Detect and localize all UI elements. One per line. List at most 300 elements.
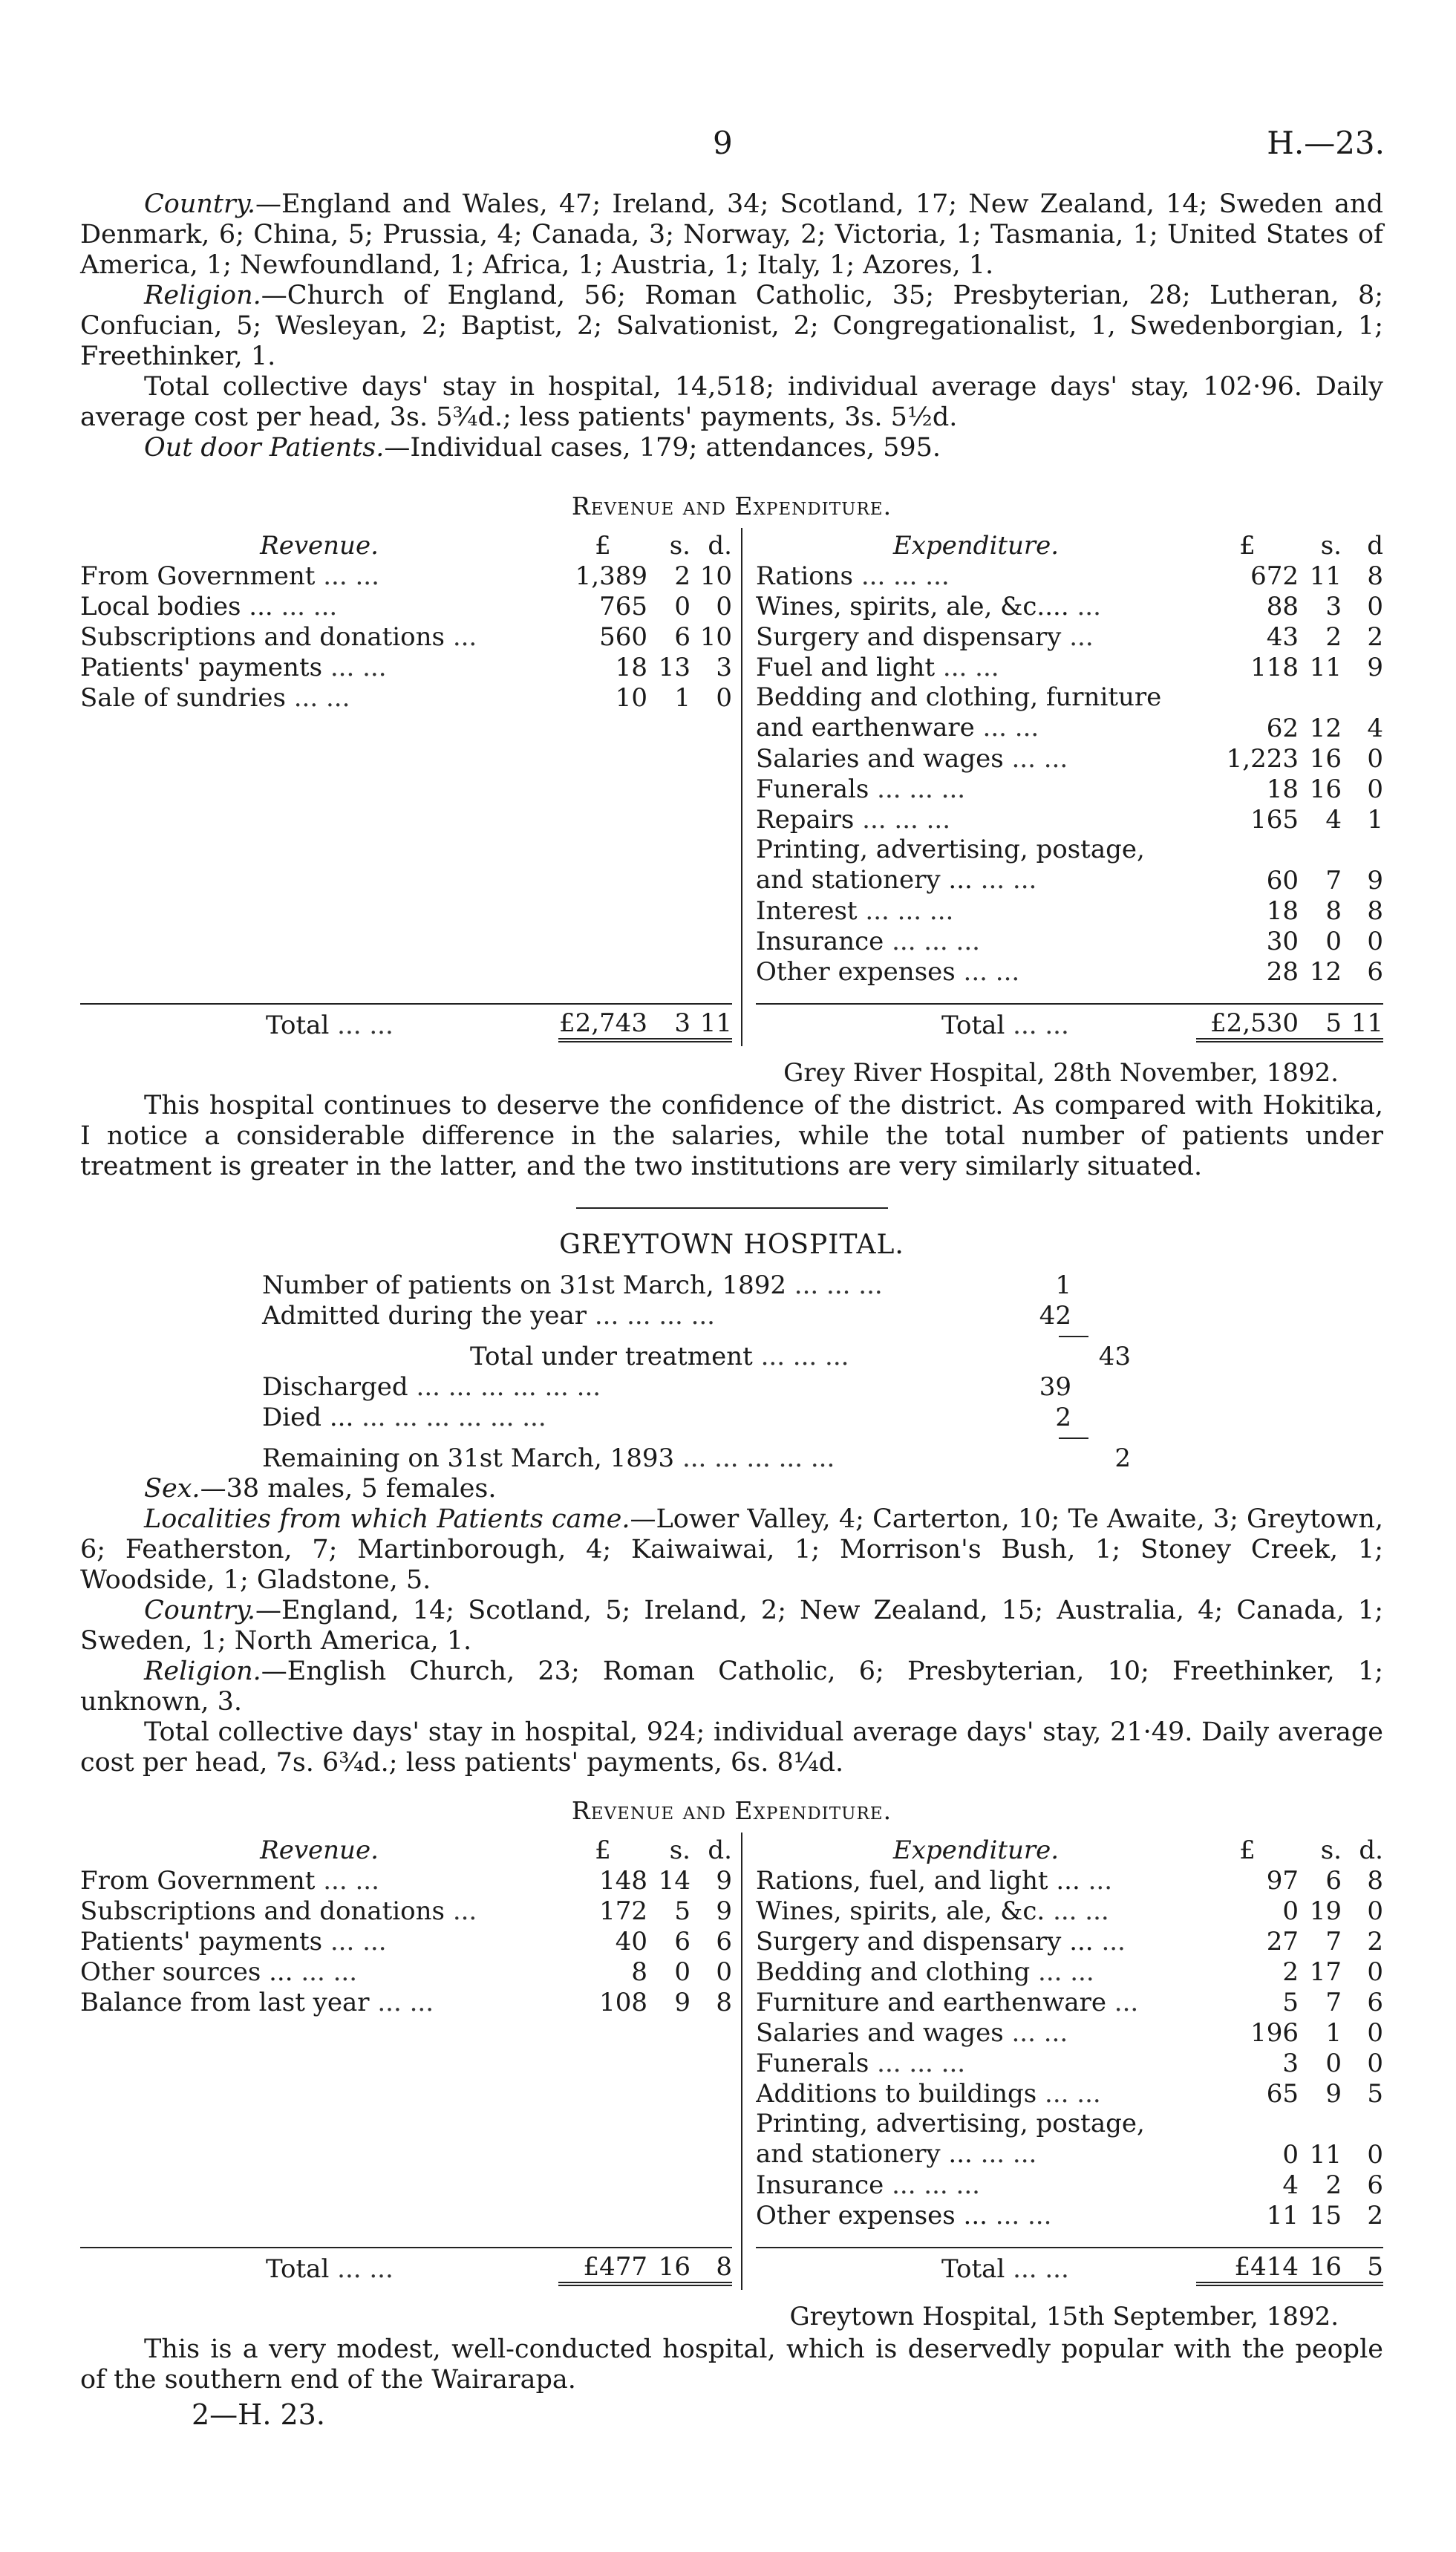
shillings-value: 7 (1325, 1927, 1342, 1957)
amount (1196, 2140, 1383, 2170)
pence-value: 0 (1367, 2018, 1383, 2048)
spacer (1071, 1372, 1131, 1403)
table-row (756, 1865, 1383, 1896)
pence-value: 9 (716, 1866, 732, 1896)
expenditure-rows (756, 1865, 1383, 2230)
pounds-value: £2,530 (1210, 1008, 1299, 1038)
item-label: Additions to buildings (756, 2079, 1037, 2109)
count-label: Admitted during the year (262, 1301, 587, 1331)
amount (1196, 2201, 1383, 2230)
shillings-value: 16 (1309, 774, 1342, 804)
revenue-heading: Revenue. (260, 531, 379, 561)
leader-dots: ... ... (1038, 1957, 1094, 1987)
leader-dots: ... ... ... ... (594, 1301, 715, 1331)
report-reference: H.—23. (1267, 125, 1385, 161)
pounds-value: 28 (1266, 957, 1299, 987)
pounds-value: £2,743 (559, 1008, 647, 1038)
pounds-value: £414 (1234, 2252, 1299, 2282)
leader-dots: ... (1088, 1866, 1113, 1896)
total-label-wrap (80, 2254, 558, 2284)
remaining-value: 2 (1114, 1443, 1131, 1473)
signature-mark: 2—H. 23. (192, 2398, 325, 2431)
count-label: Number of patients on 31st March, 1892 (262, 1270, 786, 1300)
shillings-value: 16 (658, 2252, 691, 2282)
amount (558, 653, 732, 682)
item-label: Funerals (756, 774, 869, 804)
revenue-rows (80, 1865, 732, 2017)
row-label (756, 592, 1196, 621)
item-label: Fuel and light (756, 653, 936, 682)
pounds-value: 27 (1266, 1927, 1299, 1957)
item-label: Local bodies ... (80, 592, 273, 621)
pounds-value: 3 (1282, 2049, 1299, 2078)
pounds-value: 118 (1250, 653, 1299, 682)
stay-paragraph: Total collective days' stay in hospital, 924; individual average days' stay, 21·49. Daily average cost per head, 7s. 6¾d.; less patients' payments, 6s. 8¼d. (80, 1717, 1383, 1778)
row-label (756, 896, 1196, 926)
table-row (80, 682, 732, 713)
shillings-value: 13 (658, 653, 691, 682)
pence-value: 6 (716, 1927, 732, 1957)
localities-label: Localities from which Patients came. (144, 1504, 630, 1534)
amount (1196, 2049, 1383, 2078)
table-row (756, 561, 1383, 591)
shillings-value: 16 (1309, 744, 1342, 774)
leader-dots: ... ... ... (865, 896, 954, 926)
shillings-value: 7 (1325, 1988, 1342, 2017)
row-label (756, 1927, 1196, 1957)
revenue-column-header (80, 528, 732, 561)
table-row (756, 835, 1383, 895)
leader-dots: ... ... (942, 653, 999, 682)
table-row (80, 1865, 732, 1896)
row-label (756, 561, 1196, 591)
shillings-value: 11 (1309, 2140, 1342, 2170)
sex-label: Sex. (144, 1474, 200, 1504)
pence-value: 9 (1367, 653, 1383, 682)
table-row (756, 2170, 1383, 2200)
row-label (756, 2170, 1196, 2200)
item-label: Other expenses ... (756, 2201, 987, 2230)
religion-paragraph (80, 1657, 1383, 1717)
leader-dots: ... ... (330, 653, 387, 682)
section-divider (576, 1207, 888, 1209)
shillings-value: 2 (1325, 622, 1342, 652)
count-label-wrap (262, 1403, 1027, 1433)
pounds-value: 30 (1266, 927, 1299, 956)
remaining-label: Remaining on 31st March, 1893 (262, 1443, 675, 1473)
pounds-value: 11 (1266, 2201, 1299, 2230)
pence-value: 8 (716, 2252, 732, 2282)
amount (1196, 622, 1383, 652)
total-amount (1196, 1008, 1383, 1042)
religion-text: —English Church, 23; Roman Catholic, 6; Presbyterian, 10; Freethinker, 1; unknown, 3. (80, 1657, 1383, 1717)
table-row (756, 956, 1383, 987)
pence-value: 3 (716, 653, 732, 682)
item-label: Patients' payments (80, 1927, 323, 1957)
count-label-wrap (262, 1270, 1027, 1301)
row-label (80, 1866, 558, 1896)
table-row (80, 621, 732, 652)
shillings-header: s. (669, 1835, 691, 1865)
item-label: From Government (80, 1866, 316, 1896)
amount (558, 1866, 732, 1896)
shillings-value: 0 (674, 1957, 691, 1987)
total-under-label: Total under treatment (470, 1342, 753, 1371)
expenditure-heading: Expenditure. (892, 531, 1060, 561)
remaining-row: Remaining on 31st March, 1893 ... ... ... ... ... 2 (262, 1443, 1131, 1473)
amount (1196, 774, 1383, 804)
item-label: Surgery and dispensary (756, 622, 1062, 652)
pence-value: 2 (1367, 2201, 1383, 2230)
country-label: Country. (144, 189, 255, 219)
amount (558, 1927, 732, 1957)
row-label (80, 592, 558, 621)
total-under-value: 43 (1098, 1342, 1131, 1371)
expenditure-column (742, 1833, 1383, 2290)
row-label (80, 1957, 558, 1987)
pounds-value: 672 (1250, 561, 1299, 591)
table-row (80, 1987, 732, 2017)
pence-value: 10 (699, 561, 732, 591)
row-label (756, 927, 1196, 956)
shillings-value: 2 (1325, 2170, 1342, 2200)
table-row (80, 652, 732, 682)
pounds-value: 560 (599, 622, 647, 652)
row-label (756, 653, 1196, 682)
amount (558, 1988, 732, 2017)
amount (1196, 2018, 1383, 2048)
country-text: —England, 14; Scotland, 5; Ireland, 2; New Zealand, 15; Australia, 4; Canada, 1; Sweden, 1; North America, 1. (80, 1596, 1383, 1656)
amount (1196, 957, 1383, 987)
country-label: Country. (144, 1596, 255, 1625)
row-label (756, 2079, 1196, 2109)
grey-river-signature: Grey River Hospital, 28th November, 1892. (783, 1058, 1339, 1088)
row-label (756, 1866, 1196, 1896)
leader-dots: ... ... (995, 2201, 1052, 2230)
row-label (756, 2201, 1196, 2230)
item-label: Subscriptions and donations (80, 1896, 445, 1926)
item-label: Salaries and wages (756, 2018, 1004, 2048)
table-row (756, 621, 1383, 652)
outdoor-label: Out door Patients. (144, 433, 385, 463)
expenditure-rows (756, 561, 1383, 987)
table-row (756, 652, 1383, 682)
shillings-value: 6 (674, 622, 691, 652)
row-label (80, 683, 558, 713)
shillings-value: 1 (674, 683, 691, 713)
religion-label: Religion. (144, 1657, 261, 1686)
amount (1196, 1988, 1383, 2017)
leader-dots: ... (1069, 622, 1094, 652)
amount (558, 1896, 732, 1926)
shillings-value: 9 (674, 1988, 691, 2017)
leader-dots: ... ... ... ... ... ... (416, 1372, 601, 1402)
row-label (756, 805, 1196, 835)
table-row (80, 561, 732, 591)
revenue-expenditure-title: Revenue and Expenditure. (571, 1796, 892, 1825)
pence-header: d. (1359, 1835, 1383, 1865)
pounds-value: 18 (615, 653, 647, 682)
greytown-signature: Greytown Hospital, 15th September, 1892. (789, 2302, 1339, 2331)
pence-value: 0 (1367, 2049, 1383, 2078)
pounds-value: 0 (1282, 1896, 1299, 1926)
pence-value: 8 (1367, 1866, 1383, 1896)
table-row (756, 895, 1383, 926)
pounds-value: 165 (1250, 805, 1299, 835)
leader-dots: ... ... ... (862, 805, 951, 835)
patient-counts (262, 1270, 1131, 1474)
leader-dots: ... ... ... (892, 927, 980, 956)
total-amount (1196, 2252, 1383, 2286)
count-label: Died ... (262, 1403, 354, 1432)
religion-paragraph (80, 281, 1383, 372)
amount (558, 561, 732, 591)
count-row (262, 1403, 1131, 1433)
shillings-value: 17 (1309, 1957, 1342, 1987)
leader-dots: ... ... (337, 2254, 394, 2284)
shillings-value: 14 (658, 1866, 691, 1896)
table-row (756, 1896, 1383, 1926)
pence-value: 8 (1367, 896, 1383, 926)
pence-value: 5 (1367, 2252, 1383, 2282)
table-row (756, 2200, 1383, 2230)
revenue-column (80, 528, 742, 1046)
leader-dots: ... (1114, 1988, 1139, 2017)
leader-dots: ... ... (281, 592, 338, 621)
row-label (756, 2049, 1196, 2078)
item-label: Other expenses (756, 957, 956, 987)
table-row (756, 804, 1383, 835)
item-label: From Government (80, 561, 316, 591)
row-label (756, 1957, 1196, 1987)
outdoor-paragraph (80, 433, 1383, 463)
leader-dots: ... ... (980, 865, 1037, 895)
total-label-wrap (756, 2254, 1196, 2284)
row-label (756, 835, 1196, 895)
leader-dots: ... ... (337, 1011, 394, 1040)
row-label (756, 774, 1196, 804)
item-label: Funerals (756, 2049, 869, 2078)
shillings-value: 15 (1309, 2201, 1342, 2230)
shillings-value: 8 (1325, 896, 1342, 926)
row-label (756, 1988, 1196, 2017)
pounds-value: 2 (1282, 1957, 1299, 1987)
pence-value: 2 (1367, 622, 1383, 652)
amount (1196, 561, 1383, 591)
count-row (262, 1270, 1131, 1301)
amount (558, 1957, 732, 1987)
amount (1196, 653, 1383, 682)
pounds-value: 40 (615, 1927, 647, 1957)
pence-value: 0 (1367, 774, 1383, 804)
count-label-wrap (262, 1372, 1027, 1403)
pence-value: 10 (699, 622, 732, 652)
greytown-finance-table (80, 1833, 1383, 2290)
row-label (756, 1896, 1196, 1926)
pence-value: 0 (1367, 1957, 1383, 1987)
grey-river-finance-table (80, 528, 1383, 1046)
pence-value: 4 (1367, 714, 1383, 743)
row-label (80, 1896, 558, 1926)
country-paragraph (80, 189, 1383, 281)
leader-dots: ... ... ... (892, 2170, 980, 2200)
pence-header: d (1367, 531, 1383, 561)
shillings-value: 0 (1325, 2049, 1342, 2078)
amount (1196, 927, 1383, 956)
amount (1196, 866, 1383, 895)
pounds-value: 65 (1266, 2079, 1299, 2109)
row-label (756, 622, 1196, 652)
shillings-value: 0 (1325, 927, 1342, 956)
amount (1196, 1957, 1383, 1987)
leader-dots: ... ... ... (861, 561, 950, 591)
revenue-expenditure-title: Revenue and Expenditure. (571, 492, 892, 520)
table-row (756, 682, 1383, 743)
leader-dots: ... (1077, 592, 1101, 621)
amount (558, 592, 732, 621)
pounds-value: 97 (1266, 1866, 1299, 1896)
expenditure-column (742, 528, 1383, 1046)
item-label: Surgery and dispensary ... (756, 1927, 1094, 1957)
shillings-value: 5 (674, 1896, 691, 1926)
shillings-value: 9 (1325, 2079, 1342, 2109)
leader-dots: ... (452, 622, 477, 652)
pounds-header: £ (1239, 1835, 1256, 1865)
item-label: Other sources ... (80, 1957, 293, 1987)
sum-rule (1059, 1437, 1088, 1439)
item-label: Rations (756, 561, 854, 591)
pence-value: 0 (1367, 744, 1383, 774)
pence-value: 2 (1367, 1927, 1383, 1957)
shillings-value: 4 (1325, 805, 1342, 835)
total-label-wrap (756, 1011, 1196, 1040)
leader-dots: ... ... (301, 1957, 357, 1987)
expenditure-column-header (756, 528, 1383, 561)
shillings-value: 7 (1325, 866, 1342, 895)
table-row (756, 2017, 1383, 2048)
total-row (756, 2247, 1383, 2290)
amount (1196, 1896, 1383, 1926)
leader-dots: ... ... (323, 1866, 379, 1896)
table-row (80, 1896, 732, 1926)
leader-dots: ... ... (1013, 1011, 1069, 1040)
shillings-value: 1 (1325, 2018, 1342, 2048)
pence-value: 0 (716, 592, 732, 621)
pounds-value: 60 (1266, 866, 1299, 895)
table-row (80, 1957, 732, 1987)
row-label (80, 1927, 558, 1957)
stay-paragraph: Total collective days' stay in hospital, 14,518; individual average days' stay, 102·96. Daily average cost per head, 3s. 5¾d.; less patients' payments, 3s. 5½d. (80, 372, 1383, 432)
table-row (756, 1926, 1383, 1957)
pence-value: 0 (1367, 1896, 1383, 1926)
total-amount (558, 1008, 732, 1042)
leader-dots: ... ... (1013, 2254, 1069, 2284)
greytown-title: GREYTOWN HOSPITAL. (559, 1230, 904, 1260)
revenue-rows (80, 561, 732, 713)
pounds-value: 10 (615, 683, 647, 713)
item-label: Interest (756, 896, 858, 926)
count-label: Discharged (262, 1372, 408, 1402)
pence-value: 0 (716, 1957, 732, 1987)
pounds-value: 0 (1282, 2140, 1299, 2170)
item-label: Rations, fuel, and light ... (756, 1866, 1080, 1896)
count-value: 1 (1055, 1270, 1071, 1300)
pence-value: 0 (1367, 592, 1383, 621)
table-row (756, 926, 1383, 956)
item-label: Furniture and earthenware (756, 1988, 1106, 2017)
item-label: Insurance (756, 927, 884, 956)
item-label: Bedding and clothing, furniture and earthenware (756, 682, 1162, 743)
pounds-value: 4 (1282, 2170, 1299, 2200)
shillings-value: 16 (1309, 2252, 1342, 2282)
page-body (80, 189, 1383, 2431)
pounds-value: 88 (1266, 592, 1299, 621)
total-row (80, 2247, 732, 2290)
row-label (80, 622, 558, 652)
pounds-value: 1,223 (1226, 744, 1299, 774)
count-value: 39 (1039, 1372, 1071, 1402)
count-value: 42 (1039, 1301, 1071, 1331)
table-row (756, 1987, 1383, 2017)
shillings-value: 2 (674, 561, 691, 591)
amount (1196, 1927, 1383, 1957)
amount (1196, 896, 1383, 926)
total-label: Total (941, 1011, 1005, 1040)
shillings-value: 3 (674, 1008, 691, 1038)
pence-value: 8 (1367, 561, 1383, 591)
pounds-value: £477 (583, 2252, 647, 2282)
pence-value: 9 (1367, 866, 1383, 895)
total-label: Total (266, 1011, 330, 1040)
pence-value: 9 (716, 1896, 732, 1926)
item-label: Printing, advertising, postage, and stationery ... (756, 2109, 1145, 2169)
pounds-header: £ (595, 1835, 611, 1865)
pounds-value: 18 (1266, 896, 1299, 926)
localities-text: —Lower Valley, 4; Carterton, 10; Te Awaite, 3; Greytown, 6; Featherston, 7; Martinborough, 4; Kaiwaiwai, 1; Morrison's Bush, 1; Stoney Creek, 1; Woodside, 1; Gladstone, 5. (80, 1504, 1383, 1595)
leader-dots: ... ... ... (877, 2049, 966, 2078)
row-label (756, 2109, 1196, 2170)
item-label: Printing, advertising, postage, and stationery ... (756, 835, 1145, 895)
table-row (756, 2109, 1383, 2170)
count-row (262, 1372, 1131, 1403)
spacer (1071, 1270, 1131, 1301)
pence-value: 6 (1367, 2170, 1383, 2200)
pence-header: d. (708, 1835, 732, 1865)
leader-dots: ... ... (982, 713, 1039, 743)
pounds-value: 108 (599, 1988, 647, 2017)
leader-dots: ... ... (1045, 2079, 1101, 2109)
leader-dots: ... ... (1011, 2018, 1068, 2048)
leader-dots: ... (452, 1896, 477, 1926)
amount (1196, 805, 1383, 835)
pounds-header: £ (1239, 531, 1256, 561)
item-label: Balance from last year (80, 1988, 370, 2017)
total-row (80, 1003, 732, 1046)
expenditure-heading: Expenditure. (892, 1835, 1060, 1865)
table-row (756, 2048, 1383, 2078)
pence-value: 6 (1367, 1988, 1383, 2017)
pounds-value: 8 (631, 1957, 647, 1987)
table-row (756, 591, 1383, 621)
count-row (262, 1301, 1131, 1331)
shillings-value: 12 (1309, 957, 1342, 987)
table-row (80, 1926, 732, 1957)
amount (558, 622, 732, 652)
religion-label: Religion. (144, 281, 261, 310)
spacer (1071, 1301, 1131, 1331)
total-amount (558, 2252, 732, 2286)
pence-value: 0 (1367, 927, 1383, 956)
